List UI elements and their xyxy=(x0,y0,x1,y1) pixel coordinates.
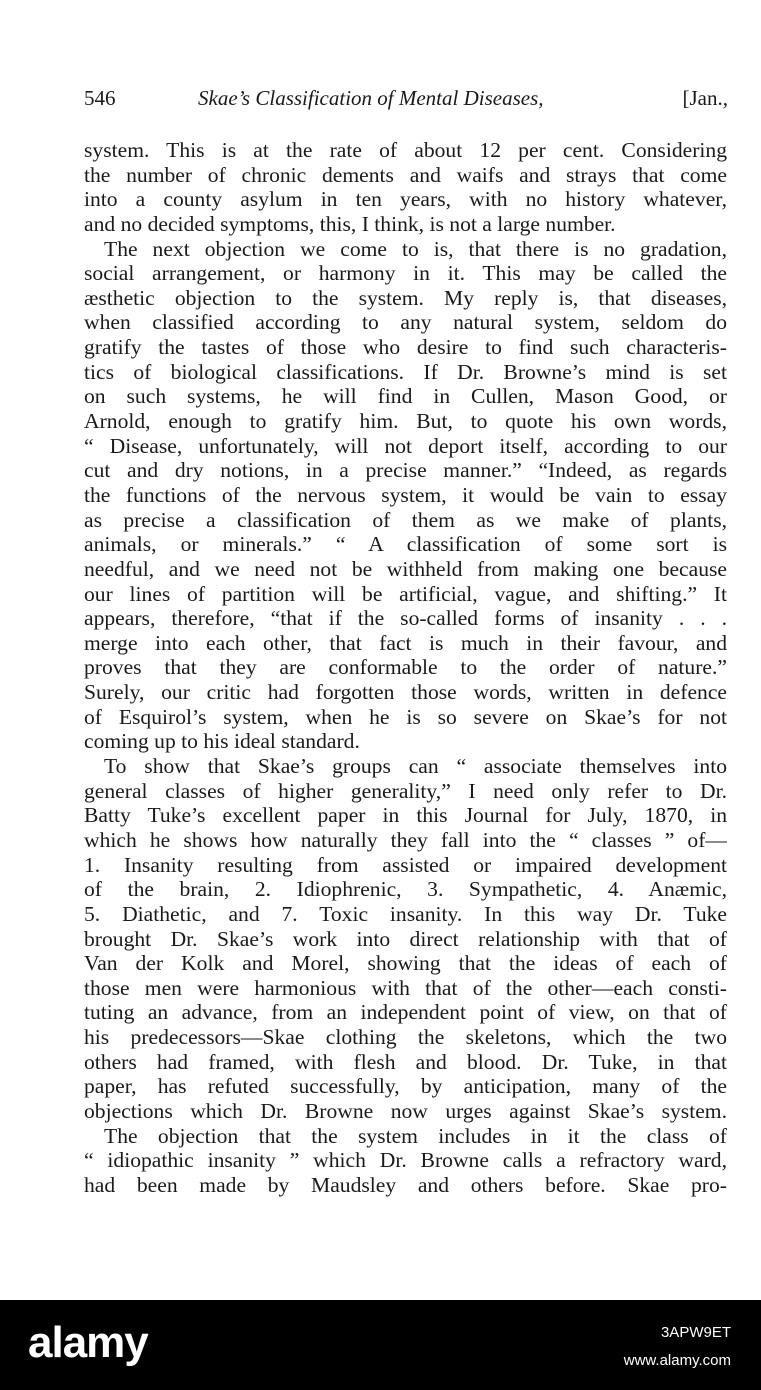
text-line: “ idiopathic insanity ” which Dr. Browne calls a refractory ward, xyxy=(84,1148,727,1173)
text-line: the number of chronic dements and waifs and strays that come xyxy=(84,162,727,187)
text-line: æsthetic objection to the system. My reply is, that diseases, xyxy=(84,285,727,310)
image-id: 3APW9ET xyxy=(660,1324,731,1341)
text-line: the functions of the nervous system, it would be vain to essay xyxy=(84,482,727,507)
text-line: The objection that the system includes in it the class of xyxy=(104,1123,727,1148)
text-line: his predecessors—Skae clothing the skeletons, which the two xyxy=(84,1025,727,1050)
running-date: [Jan., xyxy=(682,86,728,110)
text-line: into a county asylum in ten years, with no history whatever, xyxy=(84,187,727,212)
text-line: gratify the tastes of those who desire to find such characteris- xyxy=(84,335,727,360)
alamy-logo: alamy xyxy=(28,1318,148,1367)
text-line: brought Dr. Skae’s work into direct relationship with that of xyxy=(84,926,727,951)
text-line: general classes of higher generality,” I need only refer to Dr. xyxy=(84,778,727,803)
text-line: “ Disease, unfortunately, will not deport itself, according to our xyxy=(84,433,727,458)
text-line: coming up to his ideal standard. xyxy=(84,729,360,754)
text-line: of Esquirol’s system, when he is so severe on Skae’s for not xyxy=(84,704,727,729)
text-line: when classified according to any natural system, seldom do xyxy=(84,310,727,335)
text-line: Van der Kolk and Morel, showing that the ideas of each of xyxy=(84,951,727,976)
text-line: needful, and we need not be withheld from making one because xyxy=(84,556,727,581)
text-line: as precise a classification of them as we make of plants, xyxy=(84,507,727,532)
text-line: proves that they are conformable to the order of nature.” xyxy=(84,655,727,680)
running-head xyxy=(84,86,728,116)
text-line: others had framed, with flesh and blood. Dr. Tuke, in that xyxy=(84,1049,727,1074)
text-line: which he shows how naturally they fall into the “ classes ” of— xyxy=(84,827,727,852)
text-line: had been made by Maudsley and others before. Skae pro- xyxy=(84,1172,727,1197)
text-line: Arnold, enough to gratify him. But, to quote his own words, xyxy=(84,409,727,434)
stock-watermark-band xyxy=(0,1300,761,1390)
text-line: tics of biological classifications. If Dr. Browne’s mind is set xyxy=(84,359,727,384)
text-line: The next objection we come to is, that there is no gradation, xyxy=(104,236,727,261)
text-line: those men were harmonious with that of the other—each consti- xyxy=(84,975,727,1000)
text-line: system. This is at the rate of about 12 per cent. Considering xyxy=(84,138,727,162)
text-line: our lines of partition will be artificial, vague, and shifting.” It xyxy=(84,581,727,606)
body-text xyxy=(84,138,727,1198)
text-line: Batty Tuke’s excellent paper in this Journal for July, 1870, in xyxy=(84,803,727,828)
text-line: Surely, our critic had forgotten those words, written in defence xyxy=(84,680,727,705)
page-number: 546 xyxy=(84,86,116,110)
text-line: To show that Skae’s groups can “ associate themselves into xyxy=(104,754,727,779)
text-line: of the brain, 2. Idiophrenic, 3. Sympathetic, 4. Anæmic, xyxy=(84,877,727,902)
text-line: paper, has refuted successfully, by anticipation, many of the xyxy=(84,1074,727,1099)
text-line: 1. Insanity resulting from assisted or impaired development xyxy=(84,852,727,877)
text-line: cut and dry notions, in a precise manner.” “Indeed, as regards xyxy=(84,458,727,483)
text-line: appears, therefore, “that if the so-called forms of insanity . . . xyxy=(84,606,727,631)
text-line: merge into each other, that fact is much in their favour, and xyxy=(84,630,727,655)
text-line: 5. Diathetic, and 7. Toxic insanity. In this way Dr. Tuke xyxy=(84,901,727,926)
text-line: on such systems, he will find in Cullen, Mason Good, or xyxy=(84,384,727,409)
text-line: social arrangement, or harmony in it. This may be called the xyxy=(84,261,727,286)
text-line: tuting an advance, from an independent point of view, on that of xyxy=(84,1000,727,1025)
running-title: Skae’s Classification of Mental Diseases, xyxy=(198,86,544,110)
text-line: animals, or minerals.” “ A classification of some sort is xyxy=(84,532,727,557)
text-line: objections which Dr. Browne now urges against Skae’s system. xyxy=(84,1098,727,1123)
watermark-url: www.alamy.com xyxy=(623,1352,731,1369)
text-line: and no decided symptoms, this, I think, is not a large number. xyxy=(84,211,616,236)
